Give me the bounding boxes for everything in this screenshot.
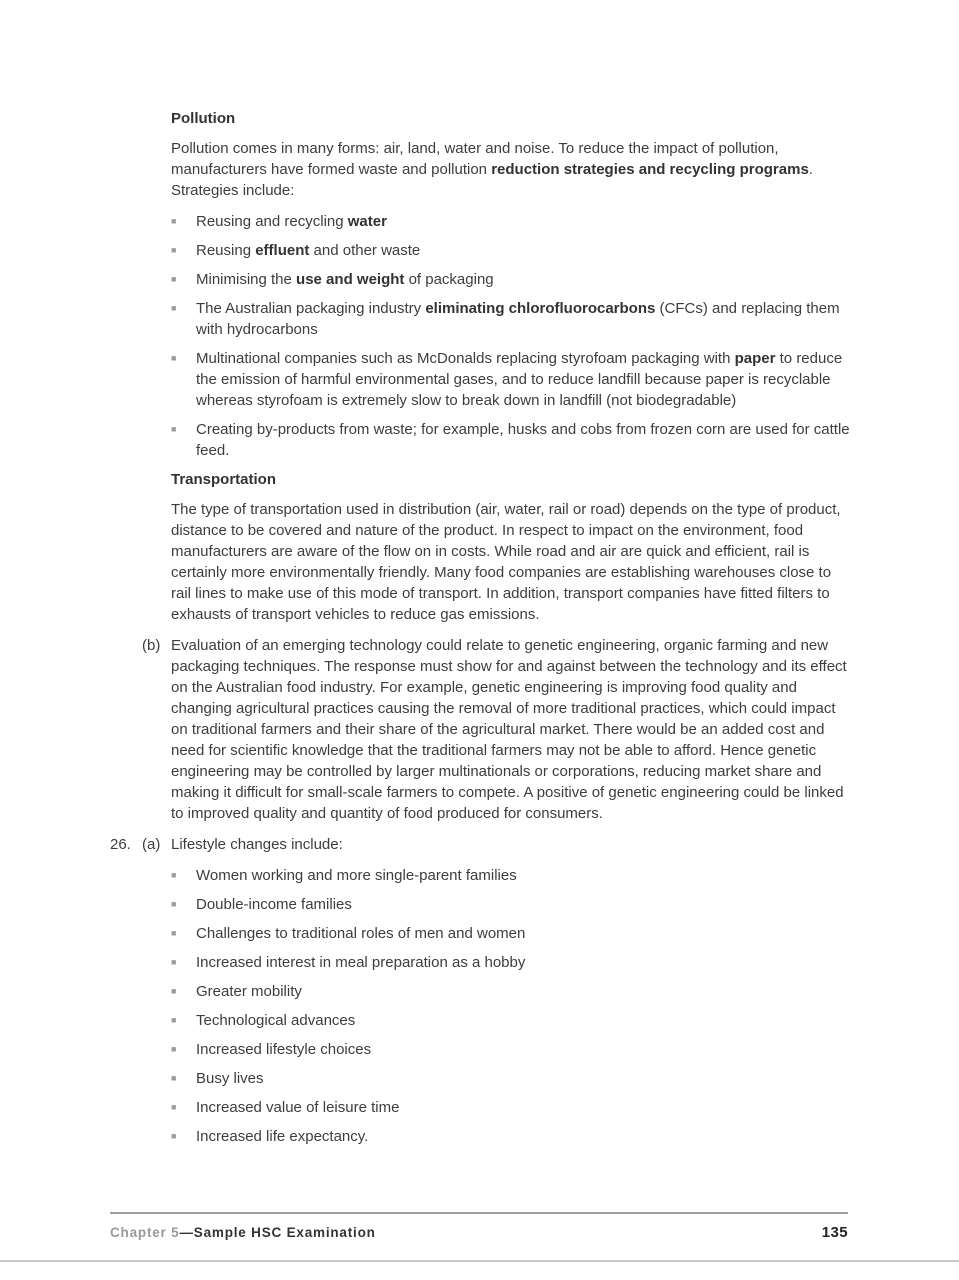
bullet-bold-text: effluent bbox=[255, 242, 310, 259]
page-number: 135 bbox=[821, 1224, 848, 1241]
list-item-text bbox=[196, 419, 850, 461]
list-item-text: Technological advances bbox=[196, 1012, 356, 1029]
item-number-26: 26. bbox=[110, 836, 131, 853]
list-item-text: Women working and more single-parent families bbox=[196, 867, 517, 884]
list-item-text bbox=[196, 269, 850, 290]
list-item bbox=[171, 1097, 850, 1118]
bullet-text: The Australian packaging industry bbox=[196, 300, 426, 317]
square-bullet-icon: ■ bbox=[171, 986, 177, 996]
bullet-text: Multinational companies such as McDonalds replacing styrofoam packaging with bbox=[196, 350, 735, 367]
list-item bbox=[171, 348, 850, 411]
bullet-text: Reusing bbox=[196, 242, 256, 259]
list-item-text: Increased value of leisure time bbox=[196, 1099, 400, 1116]
list-item bbox=[171, 981, 850, 1002]
footer-chapter-label: Chapter 5 bbox=[110, 1225, 180, 1240]
square-bullet-icon: ■ bbox=[171, 1073, 177, 1083]
list-item bbox=[171, 240, 850, 261]
bullet-bold-text: water bbox=[347, 213, 387, 230]
list-item-text: Double-income families bbox=[196, 896, 352, 913]
bullet-text: Minimising the bbox=[196, 271, 297, 288]
square-bullet-icon: ■ bbox=[171, 1044, 177, 1054]
list-item bbox=[171, 865, 850, 886]
item-b-text: Evaluation of an emerging technology could relate to genetic engineering, organic farming and new packaging techniques. The response must show for and against between the technology and its effect on the Australian food industry. For example, genetic engineering is improving food quality and changing agricultural practices causing the removal of more traditional practices, which could impact on traditional farmers and their share of the agricultural market. There would be an added cost and need for scientific knowledge that the traditional farmers may not be able to afford. Hence genetic engineering may be controlled by larger multinationals or corporations, reducing market share and making it difficult for small-scale farmers to compete. A positive of genetic engineering could be linked to improved quality and quantity of food produced for consumers. bbox=[171, 637, 847, 822]
list-item bbox=[171, 1068, 850, 1089]
bullet-bold-text: eliminating chlorofluorocarbons bbox=[425, 300, 656, 317]
square-bullet-icon: ■ bbox=[171, 957, 177, 967]
square-bullet-icon: ■ bbox=[171, 274, 177, 284]
answer-item-b bbox=[142, 635, 850, 824]
square-bullet-icon: ■ bbox=[171, 216, 177, 226]
list-item-text: Increased interest in meal preparation as a hobby bbox=[196, 954, 526, 971]
list-item bbox=[171, 298, 850, 340]
footer-title-text: Sample HSC Examination bbox=[193, 1225, 376, 1240]
bullet-bold-text: use and weight bbox=[296, 271, 405, 288]
intro-text: Pollution comes in many forms: air, land, water and noise. To reduce the impact of pollution, manufacturers have formed waste and pollution bbox=[171, 140, 779, 178]
footer-chapter-title bbox=[110, 1222, 376, 1243]
list-item-text bbox=[196, 211, 850, 232]
list-item-text: Increased life expectancy. bbox=[196, 1128, 369, 1145]
bullet-text-end: (CFCs) and replacing them with hydrocarbons bbox=[196, 300, 840, 338]
section-heading-transportation: Transportation bbox=[171, 471, 277, 488]
square-bullet-icon: ■ bbox=[171, 303, 177, 313]
item-label-a: (a) bbox=[142, 836, 161, 853]
list-item-text: Greater mobility bbox=[196, 983, 302, 1000]
page-footer bbox=[110, 1212, 848, 1243]
list-item-text bbox=[196, 298, 850, 340]
intro-bold-text: reduction strategies and recycling programs bbox=[491, 161, 809, 178]
answer-item-26a bbox=[110, 834, 850, 855]
footer-separator: — bbox=[179, 1225, 194, 1240]
list-item bbox=[171, 269, 850, 290]
bullet-text-end: of packaging bbox=[404, 271, 494, 288]
list-item-text: Busy lives bbox=[196, 1070, 264, 1087]
lifestyle-bullet-list bbox=[171, 865, 850, 1147]
square-bullet-icon: ■ bbox=[171, 1015, 177, 1025]
intro-text-end: . Strategies include: bbox=[171, 161, 813, 199]
square-bullet-icon: ■ bbox=[171, 245, 177, 255]
pollution-bullet-list bbox=[171, 211, 850, 461]
list-item-text: Increased lifestyle choices bbox=[196, 1041, 372, 1058]
list-item bbox=[171, 952, 850, 973]
list-item-text: Challenges to traditional roles of men and women bbox=[196, 925, 526, 942]
square-bullet-icon: ■ bbox=[171, 1102, 177, 1112]
bullet-text-end: to reduce the emission of harmful environmental gases, and to reduce landfill because paper is recyclable whereas styrofoam is extremely slow to break down in landfill (not biodegradable) bbox=[196, 350, 843, 409]
page-content bbox=[110, 108, 850, 1155]
list-item bbox=[171, 211, 850, 232]
list-item-text bbox=[196, 348, 850, 411]
square-bullet-icon: ■ bbox=[171, 870, 177, 880]
bullet-text: Reusing and recycling bbox=[196, 213, 348, 230]
list-item bbox=[171, 1010, 850, 1031]
section-heading-pollution: Pollution bbox=[171, 110, 236, 127]
item-label-b: (b) bbox=[142, 637, 161, 654]
list-item bbox=[171, 419, 850, 461]
pollution-intro-paragraph bbox=[171, 138, 850, 201]
square-bullet-icon: ■ bbox=[171, 424, 177, 434]
list-item bbox=[171, 1126, 850, 1147]
bullet-bold-text: paper bbox=[734, 350, 776, 367]
bullet-text-end: and other waste bbox=[309, 242, 421, 259]
page-bottom-edge bbox=[0, 1260, 959, 1262]
item-26a-lead-text: Lifestyle changes include: bbox=[171, 836, 343, 853]
square-bullet-icon: ■ bbox=[171, 928, 177, 938]
bullet-text: Creating by-products from waste; for example, husks and cobs from frozen corn are used for cattle feed. bbox=[196, 421, 850, 459]
list-item bbox=[171, 894, 850, 915]
square-bullet-icon: ■ bbox=[171, 1131, 177, 1141]
list-item-text bbox=[196, 240, 850, 261]
list-item bbox=[171, 923, 850, 944]
transportation-paragraph: The type of transportation used in distribution (air, water, rail or road) depends on the type of product, distance to be covered and nature of the product. In respect to impact on the environment, food manufacturers are aware of the flow on in costs. While road and air are quick and efficient, rail is certainly more environmentally friendly. Many food companies are establishing warehouses close to rail lines to make use of this mode of transport. In addition, transport companies have fitted filters to exhausts of transport vehicles to reduce gas emissions. bbox=[171, 501, 841, 623]
square-bullet-icon: ■ bbox=[171, 353, 177, 363]
list-item bbox=[171, 1039, 850, 1060]
square-bullet-icon: ■ bbox=[171, 899, 177, 909]
